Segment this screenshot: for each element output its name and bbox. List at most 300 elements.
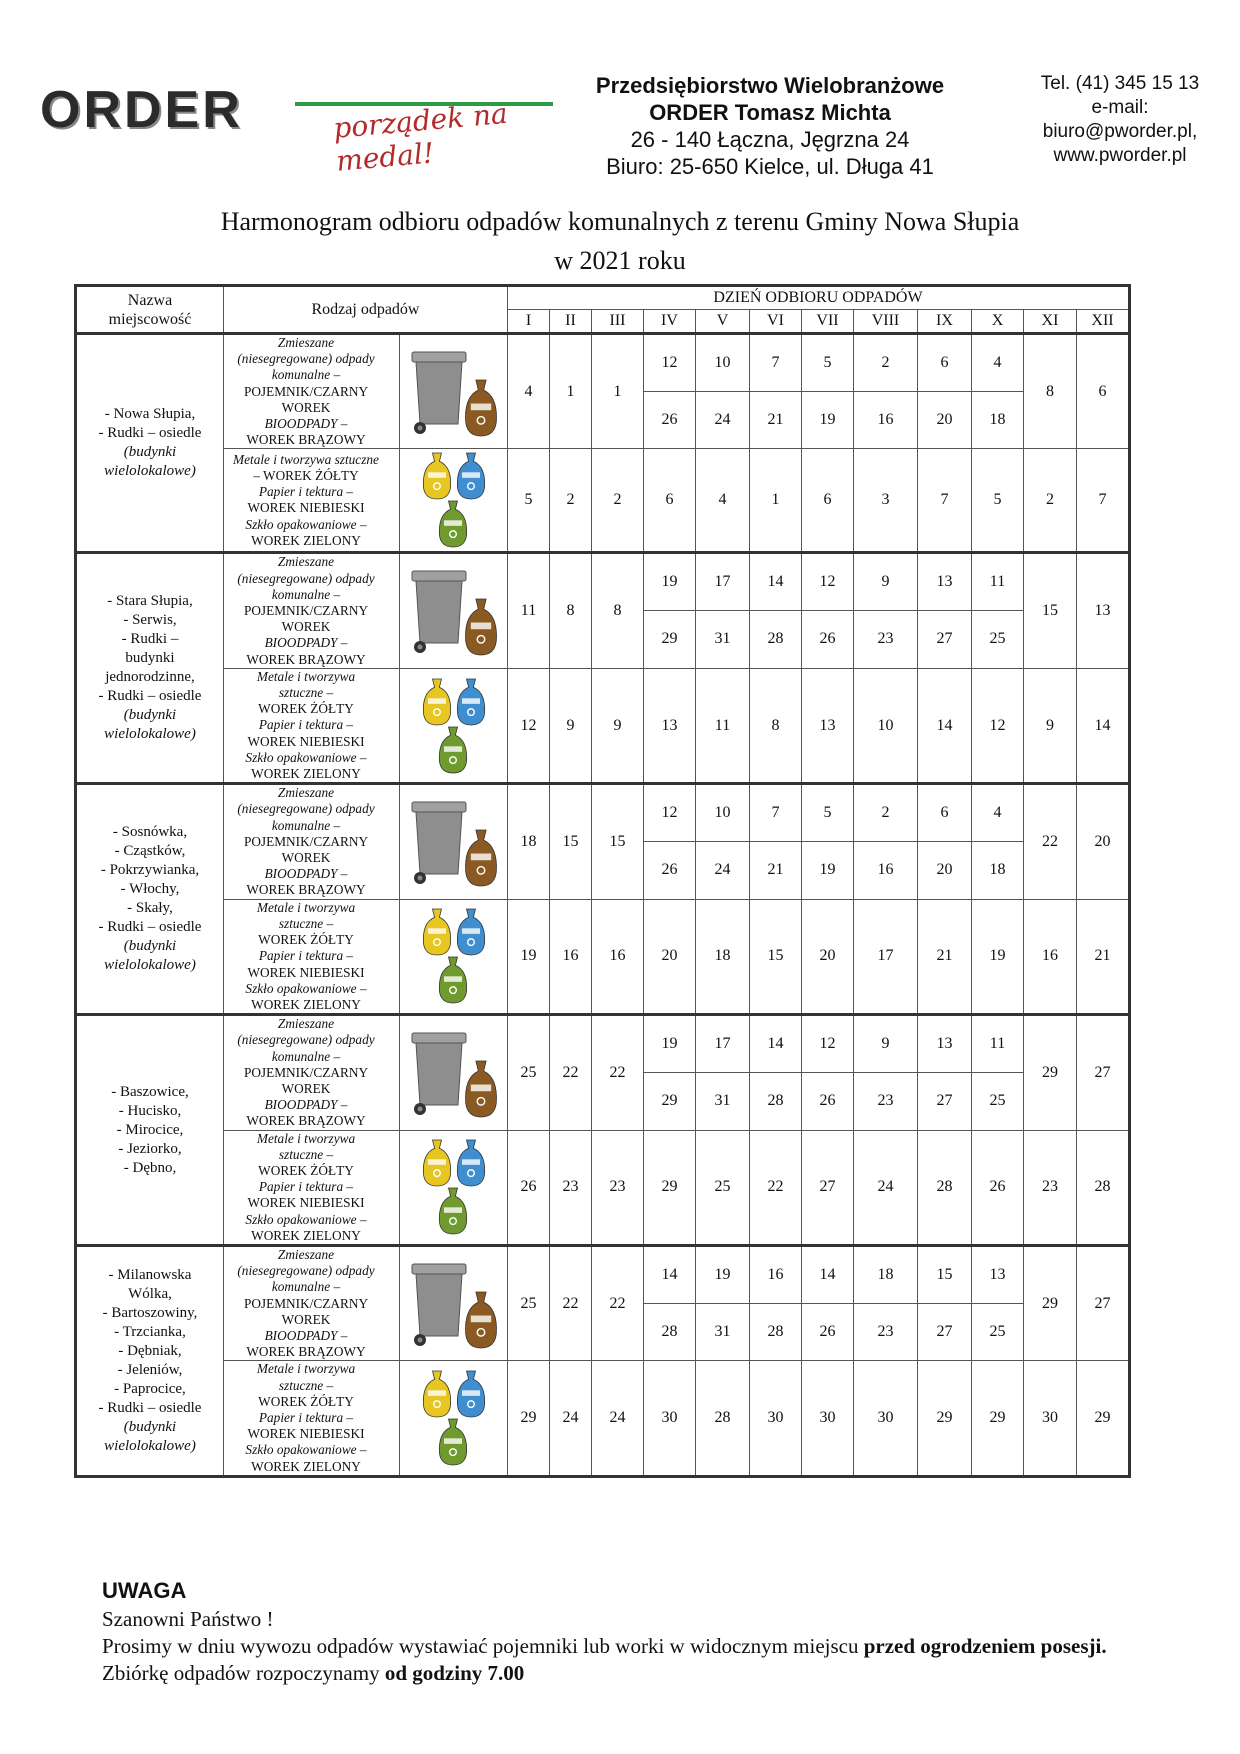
mixed-waste-description-line: komunalne – [271,586,341,602]
day-cell: 16 [750,1245,802,1303]
day-cell: 9 [550,668,592,783]
table-row [76,449,1130,553]
recycling-bags-icon [406,451,502,549]
location-line: - Serwis, [123,612,177,629]
location-line: - Stara Słupia, [107,593,193,610]
logo-tagline: porządek na medal! [332,96,509,178]
day-cell: 20 [1077,784,1130,899]
day-cell: 27 [1077,1245,1130,1360]
day-cell: 4 [972,334,1024,392]
location-line: - Bartoszowiny, [102,1304,198,1321]
day-cell: 22 [592,1015,644,1130]
day-cell: 30 [802,1361,854,1476]
day-cell: 14 [644,1245,696,1303]
day-cell: 28 [750,1072,802,1130]
day-cell: 27 [802,1130,854,1245]
recycling-description-line: WOREK ZIELONY [251,1458,361,1474]
month-header-4: IV [644,310,696,334]
mixed-waste-description-line: WOREK BRĄZOWY [246,432,366,448]
day-cell: 30 [644,1361,696,1476]
page-title [0,202,1240,280]
day-cell: 30 [854,1361,918,1476]
mixed-waste-label-cell [224,334,400,449]
day-cell: 29 [972,1361,1024,1476]
gray-bin-icon [412,802,466,884]
day-cell: 11 [972,1015,1024,1073]
table-row [76,1245,1130,1303]
day-cell: 27 [1077,1015,1130,1130]
bin-and-brown-bag-icon [406,344,502,440]
recycling-description-line: Szkło opakowaniowe – [245,980,367,996]
day-cell: 29 [1077,1361,1130,1476]
mixed-waste-description [224,1016,388,1129]
day-cell: 24 [696,841,750,899]
mixed-waste-description-line: (niesegregowane) odpady [237,1032,375,1048]
day-cell: 18 [972,841,1024,899]
recycling-description [224,1131,388,1244]
brown-bag-icon [465,830,496,886]
notice-placement-text: Prosimy w dniu wywozu odpadów wystawiać pojemniki lub worki w widocznym miejscu [102,1634,864,1658]
mixed-waste-description-line: POJEMNIK/CZARNY [243,603,369,619]
month-header-3: III [592,310,644,334]
month-header-8: VIII [854,310,918,334]
day-cell: 1 [592,334,644,449]
location-line: (budynki [123,444,177,461]
recycling-icon-cell [400,899,508,1014]
day-cell: 24 [592,1361,644,1476]
day-cell: 2 [854,334,918,392]
notice-heading: UWAGA [102,1578,187,1603]
month-header-1: I [508,310,550,334]
day-cell: 25 [508,1015,550,1130]
recycling-label-cell [224,1130,400,1245]
company-office-line: Biuro: 25-650 Kielce, ul. Długa 41 [606,154,934,179]
location-line: Wólka, [128,1285,172,1302]
recycling-description-line: WOREK ŻÓŁTY [258,701,354,717]
day-cell: 6 [918,784,972,842]
recycling-icon-cell [400,1130,508,1245]
bin-and-brown-bag-icon [406,1025,502,1121]
company-logo [40,81,560,178]
day-cell: 29 [918,1361,972,1476]
recycling-description-line: WOREK ŻÓŁTY [258,1393,354,1409]
table-row [76,553,1130,611]
day-cell: 23 [854,1303,918,1361]
day-cell: 28 [644,1303,696,1361]
mixed-waste-description-line: POJEMNIK/CZARNY [243,833,369,849]
mixed-waste-description-line: BIOODPADY – [264,866,348,882]
day-cell: 22 [750,1130,802,1245]
mixed-waste-description-line: BIOODPADY – [264,416,348,432]
green-bag-icon [439,957,466,1003]
recycling-description-line: Metale i tworzywa [256,668,356,684]
recycling-description-line: sztuczne – [278,685,334,701]
mixed-waste-description-line: Zmieszane [277,335,335,350]
recycling-description [224,452,388,549]
day-cell: 15 [550,784,592,899]
day-cell: 15 [750,899,802,1014]
mixed-waste-icon-cell [400,1015,508,1130]
day-cell: 22 [592,1245,644,1360]
recycling-description-line: WOREK ŻÓŁTY [258,1162,354,1178]
location-line: - Włochy, [120,881,180,898]
recycling-description-line: WOREK ZIELONY [251,996,361,1012]
green-bag-icon [439,1188,466,1234]
day-cell: 7 [750,784,802,842]
day-cell: 23 [592,1130,644,1245]
recycling-icon-cell [400,668,508,783]
day-cell: 22 [1024,784,1077,899]
mixed-waste-description [224,1247,388,1360]
recycling-description [224,900,388,1013]
recycling-description-line: Metale i tworzywa [256,1130,356,1146]
day-cell: 26 [802,611,854,669]
month-header-10: X [972,310,1024,334]
mixed-waste-label-cell [224,784,400,899]
day-cell: 14 [750,1015,802,1073]
day-cell: 14 [750,553,802,611]
recycling-description-line: sztuczne – [278,1377,334,1393]
day-cell: 12 [644,334,696,392]
location-line: - Skały, [127,900,173,917]
table-row [76,334,1130,392]
yellow-bag-icon [423,1371,450,1417]
location-line: jednorodzinne, [105,669,195,686]
day-cell: 12 [644,784,696,842]
day-cell: 8 [592,553,644,668]
company-name-line1: Przedsiębiorstwo Wielobranżowe [595,73,945,98]
recycling-description-line: Metale i tworzywa [256,899,356,915]
location-line: - Jeleniów, [117,1361,183,1378]
day-cell: 26 [508,1130,550,1245]
day-cell: 5 [508,449,550,553]
mixed-waste-description-line: Zmieszane [277,785,335,801]
mixed-waste-description-line: BIOODPADY – [264,1097,348,1113]
table-row [76,1361,1130,1476]
day-cell: 18 [972,391,1024,449]
mixed-waste-icon-cell [400,334,508,449]
mixed-waste-description-line: WOREK [281,1080,331,1096]
month-header-11: XI [1024,310,1077,334]
day-cell: 25 [508,1245,550,1360]
day-cell: 26 [802,1072,854,1130]
day-cell: 2 [550,449,592,553]
blue-bag-icon [457,909,484,955]
recycling-label-cell [224,1361,400,1476]
recycling-description [224,669,388,782]
day-cell: 19 [696,1245,750,1303]
day-cell: 13 [1077,553,1130,668]
location-line: - Pokrzywianka, [100,862,200,879]
mixed-waste-description-line: POJEMNIK/CZARNY [243,1064,369,1080]
location-line: wielolokalowe) [104,463,196,480]
day-cell: 19 [972,899,1024,1014]
day-cell: 23 [854,611,918,669]
recycling-description-line: WOREK NIEBIESKI [247,733,365,749]
blue-bag-icon [457,453,484,499]
green-bag-icon [439,1419,466,1465]
mixed-waste-label-cell [224,1245,400,1360]
blue-bag-icon [457,1371,484,1417]
month-header-12: XII [1077,310,1130,334]
day-cell: 12 [972,668,1024,783]
location-line: - Rudki – osiedle [98,1399,202,1416]
header-location-line2: miejscowość [108,310,192,328]
recycling-description-line: Metale i tworzywa sztuczne [233,451,379,467]
day-cell: 4 [696,449,750,553]
email-label: e-mail: [1091,97,1149,118]
day-cell: 14 [802,1245,854,1303]
recycling-description-line: Szkło opakowaniowe – [245,749,367,765]
schedule-body [76,334,1130,1477]
notice-time-text: Zbiórkę odpadów rozpoczynamy [102,1661,385,1685]
brown-bag-icon [465,599,496,655]
mixed-waste-description-line: Zmieszane [277,1246,335,1262]
recycling-description-line: sztuczne – [278,1146,334,1162]
recycling-description-line: WOREK NIEBIESKI [247,964,365,980]
mixed-waste-description [224,554,388,667]
location-line: - Rudki – osiedle [98,688,202,705]
day-cell: 14 [918,668,972,783]
recycling-bags-icon [406,1369,502,1467]
mixed-waste-description-line: WOREK BRĄZOWY [246,882,366,898]
day-cell: 19 [508,899,550,1014]
location-line: - Nowa Słupia, [104,406,196,423]
table-row [76,784,1130,842]
day-cell: 22 [550,1245,592,1360]
mixed-waste-description-line: Zmieszane [277,1016,335,1032]
day-cell: 11 [972,553,1024,611]
header-location [76,286,224,334]
blue-bag-icon [457,679,484,725]
day-cell: 1 [550,334,592,449]
day-cell: 6 [918,334,972,392]
day-cell: 11 [696,668,750,783]
day-cell: 14 [1077,668,1130,783]
location-line: budynki [125,650,175,667]
mixed-waste-description-line: WOREK BRĄZOWY [246,1113,366,1129]
table-row [76,899,1130,1014]
day-cell: 10 [696,784,750,842]
mixed-waste-description-line: WOREK [281,850,331,866]
gray-bin-icon [412,1264,466,1346]
location-line: wielolokalowe) [104,1437,196,1454]
day-cell: 29 [644,611,696,669]
month-header-9: IX [918,310,972,334]
day-cell: 15 [918,1245,972,1303]
mixed-waste-description-line: WOREK [281,1311,331,1327]
location-line: - Sosnówka, [112,824,188,841]
day-cell: 10 [854,668,918,783]
location-line: - Mirocice, [116,1121,184,1138]
table-row [76,1015,1130,1073]
day-cell: 8 [750,668,802,783]
day-cell: 26 [972,1130,1024,1245]
day-cell: 9 [592,668,644,783]
day-cell: 25 [972,1072,1024,1130]
mixed-waste-description-line: (niesegregowane) odpady [237,1263,375,1279]
title-line1: Harmonogram odbioru odpadów komunalnych z terenu Gminy Nowa Słupia [220,207,1020,236]
day-cell: 5 [802,784,854,842]
phone-number: Tel. (41) 345 15 13 [1040,73,1200,94]
table-row [76,668,1130,783]
month-header-6: VI [750,310,802,334]
day-cell: 24 [696,391,750,449]
mixed-waste-description-line: POJEMNIK/CZARNY [243,383,369,399]
month-header-2: II [550,310,592,334]
day-cell: 26 [644,391,696,449]
day-cell: 13 [972,1245,1024,1303]
mixed-waste-icon-cell [400,553,508,668]
mixed-waste-description-line: WOREK [281,619,331,635]
day-cell: 28 [750,611,802,669]
day-cell: 7 [918,449,972,553]
location-line: (budynki [123,707,177,724]
day-cell: 25 [972,611,1024,669]
day-cell: 29 [1024,1015,1077,1130]
day-cell: 28 [750,1303,802,1361]
day-cell: 17 [696,553,750,611]
recycling-label-cell [224,899,400,1014]
green-bag-icon [439,501,466,547]
day-cell: 12 [802,1015,854,1073]
brown-bag-icon [465,1061,496,1117]
day-cell: 8 [550,553,592,668]
company-address-line: 26 - 140 Łączna, Jęgrzna 24 [630,127,910,152]
mixed-waste-description [224,335,388,448]
company-address [560,72,980,180]
location-line: - Rudki – [121,631,179,648]
day-cell: 31 [696,1072,750,1130]
day-cell: 2 [592,449,644,553]
location-cell [76,1015,224,1246]
month-header-5: V [696,310,750,334]
collection-schedule-table [74,284,1131,1478]
day-cell: 13 [918,1015,972,1073]
day-cell: 7 [750,334,802,392]
mixed-waste-description-line: (niesegregowane) odpady [237,351,375,367]
day-cell: 4 [972,784,1024,842]
day-cell: 2 [1024,449,1077,553]
email-address[interactable]: biuro@pworder.pl, [1042,121,1198,142]
bin-and-brown-bag-icon [406,1256,502,1352]
location-line: wielolokalowe) [104,957,196,974]
table-row [76,1130,1130,1245]
recycling-description-line: WOREK NIEBIESKI [247,1195,365,1211]
day-cell: 16 [1024,899,1077,1014]
day-cell: 18 [696,899,750,1014]
day-cell: 17 [696,1015,750,1073]
recycling-description-line: WOREK ŻÓŁTY [258,932,354,948]
recycling-label-cell [224,668,400,783]
day-cell: 20 [918,391,972,449]
mixed-waste-label-cell [224,1015,400,1130]
recycling-bags-icon [406,1138,502,1236]
recycling-description-line: WOREK ZIELONY [251,766,361,782]
day-cell: 16 [550,899,592,1014]
day-cell: 20 [802,899,854,1014]
mixed-waste-icon-cell [400,784,508,899]
mixed-waste-description-line: komunalne – [271,1279,341,1295]
company-name-line2: ORDER Tomasz Michta [649,100,891,125]
day-cell: 30 [1024,1361,1077,1476]
location-line: (budynki [123,938,177,955]
mixed-waste-description-line: BIOODPADY – [264,635,348,651]
recycling-description-line: WOREK NIEBIESKI [247,500,365,516]
notice [102,1576,1222,1687]
website-link[interactable]: www.pworder.pl [1053,145,1187,166]
title-line2: w 2021 roku [554,246,686,275]
recycling-description-line: Papier i tektura – [258,1179,354,1195]
day-cell: 31 [696,611,750,669]
recycling-description-line: Szkło opakowaniowe – [245,1442,367,1458]
location-line: - Rudki – osiedle [98,919,202,936]
day-cell: 24 [550,1361,592,1476]
month-header-7: VII [802,310,854,334]
logo-wordmark: ORDER [40,81,243,139]
notice-placement-bold: przed ogrodzeniem posesji. [863,1634,1107,1658]
day-cell: 18 [854,1245,918,1303]
day-cell: 22 [550,1015,592,1130]
day-cell: 6 [1077,334,1130,449]
green-bag-icon [439,727,466,773]
mixed-waste-description-line: (niesegregowane) odpady [237,801,375,817]
day-cell: 24 [854,1130,918,1245]
mixed-waste-description-line: komunalne – [271,817,341,833]
location-line: - Hucisko, [118,1102,182,1119]
day-cell: 6 [802,449,854,553]
location-line: - Dębniak, [118,1342,182,1359]
location-cell [76,334,224,553]
header-location-line1: Nazwa [127,291,173,309]
day-cell: 19 [644,1015,696,1073]
notice-line-time [102,1660,1222,1687]
day-cell: 19 [644,553,696,611]
day-cell: 19 [802,391,854,449]
recycling-icon-cell [400,449,508,553]
recycling-description-line: Papier i tektura – [258,484,354,500]
day-cell: 21 [750,391,802,449]
day-cell: 19 [802,841,854,899]
mixed-waste-description-line: Zmieszane [277,554,335,570]
brown-bag-icon [465,1292,496,1348]
bin-and-brown-bag-icon [406,563,502,659]
location-cell [76,1245,224,1476]
day-cell: 16 [854,391,918,449]
day-cell: 21 [918,899,972,1014]
company-contact [1005,72,1235,168]
day-cell: 26 [644,841,696,899]
recycling-bags-icon [406,907,502,1005]
day-cell: 29 [508,1361,550,1476]
location-line: - Milanowska [108,1266,192,1283]
recycling-description-line: – WOREK ŻÓŁTY [253,468,359,484]
day-cell: 6 [644,449,696,553]
recycling-bags-icon [406,677,502,775]
recycling-icon-cell [400,1361,508,1476]
day-cell: 15 [1024,553,1077,668]
notice-line-placement [102,1633,1222,1660]
location-line: (budynki [123,1418,177,1435]
bin-and-brown-bag-icon [406,794,502,890]
day-cell: 21 [750,841,802,899]
mixed-waste-description-line: WOREK BRĄZOWY [246,1344,366,1360]
recycling-description [224,1361,388,1474]
day-cell: 23 [854,1072,918,1130]
day-cell: 17 [854,899,918,1014]
day-cell: 9 [854,553,918,611]
day-cell: 28 [1077,1130,1130,1245]
